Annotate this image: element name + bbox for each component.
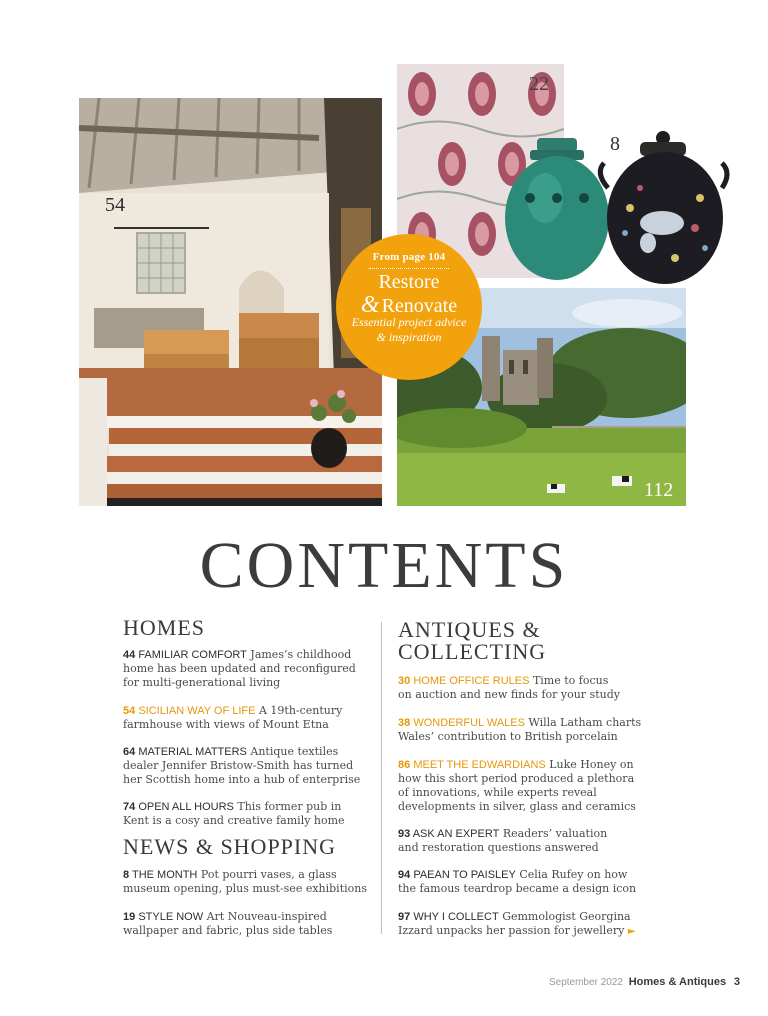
- entry-description-line: wallpaper and fabric, plus side tables: [123, 924, 333, 937]
- footer-date: September 2022: [548, 977, 623, 988]
- continue-arrow-icon: ►: [627, 926, 636, 937]
- entry-lead: [398, 911, 499, 923]
- entry-description-line: Willa Latham charts: [528, 716, 642, 729]
- contents-entry[interactable]: [123, 868, 367, 896]
- entry-page-number: 54: [123, 705, 136, 717]
- entry-page-number: 64: [123, 746, 136, 758]
- page-title: CONTENTS: [199, 529, 569, 602]
- entry-title: PAEAN TO PAISLEY: [413, 869, 516, 881]
- wallpaper-page-number: 22: [529, 73, 549, 95]
- entry-description-line: how this short period produced a plethora: [398, 772, 635, 785]
- entry-description-line: Pot pourri vases, a glass: [200, 868, 337, 881]
- entry-description-line: and restoration questions answered: [398, 841, 599, 854]
- entry-description-line: for multi-generational living: [123, 676, 281, 689]
- entry-page-number: 30: [398, 675, 411, 687]
- contents-entry[interactable]: [398, 827, 607, 855]
- homes-section-title: HOMES: [123, 615, 206, 640]
- entry-lead: [398, 717, 525, 729]
- badge-kicker: From page 104: [372, 251, 446, 263]
- entry-lead: [123, 911, 203, 923]
- entry-description-line: Kent is a cosy and creative family home: [123, 814, 345, 827]
- entry-title: FAMILIAR COMFORT: [138, 649, 247, 661]
- contents-entry[interactable]: [398, 868, 636, 896]
- entry-title: THE MONTH: [131, 869, 198, 881]
- entry-description-line: Celia Rufey on how: [519, 868, 628, 881]
- antiques-section-title-line1: ANTIQUES &: [398, 617, 541, 642]
- entry-page-number: 74: [123, 801, 136, 813]
- entry-page-number: 97: [398, 911, 411, 923]
- entry-page-number: 93: [398, 828, 411, 840]
- entry-description-line: the famous teardrop became a design icon: [398, 882, 637, 895]
- entry-lead: [123, 746, 247, 758]
- entry-lead: [123, 649, 247, 661]
- entry-description-line: dealer Jennifer Bristow-Smith has turned: [123, 759, 354, 772]
- vases-page-number: 8: [610, 133, 620, 155]
- entry-page-number: 94: [398, 869, 411, 881]
- entry-page-number: 8: [123, 869, 130, 881]
- entry-description-line: Izzard unpacks her passion for jewellery: [398, 924, 625, 937]
- entry-description-line: A 19th-century: [258, 704, 343, 717]
- entry-title: WHY I COLLECT: [413, 911, 499, 923]
- entry-title: WONDERFUL WALES: [413, 717, 525, 729]
- entry-title: STYLE NOW: [138, 911, 204, 923]
- entry-title: HOME OFFICE RULES: [413, 675, 530, 687]
- entry-title: ASK AN EXPERT: [412, 828, 500, 840]
- entry-lead: [123, 869, 197, 881]
- entry-description-line: home has been updated and reconfigured: [123, 662, 356, 675]
- entry-title: MATERIAL MATTERS: [138, 746, 247, 758]
- entry-description-line: Antique textiles: [250, 745, 339, 758]
- entry-description-line: Luke Honey on: [549, 758, 634, 771]
- entry-title: SICILIAN WAY OF LIFE: [138, 705, 256, 717]
- footer-page-number: 3: [733, 976, 740, 988]
- entry-description-line: James’s childhood: [250, 648, 352, 661]
- badge-title-line1: Restore: [378, 271, 440, 293]
- footer-magazine-name: Homes & Antiques: [628, 976, 727, 988]
- entry-page-number: 86: [398, 759, 411, 771]
- entry-description-line: Time to focus: [532, 674, 609, 687]
- castle-page-number: 112: [644, 479, 674, 501]
- contents-entry[interactable]: [123, 800, 345, 828]
- antiques-section-title-line2: COLLECTING: [398, 639, 547, 664]
- badge-ampersand: &: [360, 292, 380, 318]
- contents-entry[interactable]: [398, 674, 620, 702]
- entry-lead: [398, 869, 516, 881]
- entry-title: OPEN ALL HOURS: [138, 801, 234, 813]
- entry-description-line: of innovations, while experts reveal: [398, 786, 597, 799]
- entry-description-line: Art Nouveau-inspired: [206, 910, 327, 923]
- contents-entry[interactable]: [123, 910, 332, 938]
- entry-description-line: Gemmologist Georgina: [502, 910, 631, 923]
- entry-page-number: 19: [123, 911, 136, 923]
- contents-entry[interactable]: [123, 704, 342, 732]
- entry-description-line: Wales’ contribution to British porcelain: [398, 730, 618, 743]
- entry-title: MEET THE EDWARDIANS: [413, 759, 546, 771]
- entry-page-number: 44: [123, 649, 136, 661]
- badge-divider: [369, 268, 449, 269]
- column-divider: [381, 622, 382, 934]
- entry-description-line: developments in silver, glass and ceramics: [398, 800, 636, 813]
- entry-lead: [398, 675, 529, 687]
- entry-lead: [398, 759, 546, 771]
- contents-entry[interactable]: [398, 758, 636, 814]
- badge-subtitle-line2: & inspiration: [376, 330, 442, 344]
- contents-entry[interactable]: [123, 745, 360, 787]
- entry-lead: [123, 801, 234, 813]
- contents-entry[interactable]: [398, 910, 636, 939]
- entry-description-line: on auction and new finds for your study: [398, 688, 620, 701]
- page-footer: [549, 976, 740, 988]
- news-section-title: NEWS & SHOPPING: [123, 834, 337, 859]
- entry-description-line: Readers’ valuation: [502, 827, 608, 840]
- restore-renovate-badge[interactable]: [336, 234, 482, 380]
- entry-page-number: 38: [398, 717, 411, 729]
- entry-description-line: farmhouse with views of Mount Etna: [123, 718, 329, 731]
- contents-entry[interactable]: [123, 648, 356, 690]
- entry-description-line: her Scottish home into a hub of enterprise: [123, 773, 361, 786]
- entry-description-line: museum opening, plus must-see exhibitions: [123, 882, 367, 895]
- entry-description-line: This former pub in: [237, 800, 342, 813]
- entry-lead: [398, 828, 499, 840]
- contents-entry[interactable]: [398, 716, 641, 744]
- badge-subtitle-line1: Essential project advice: [351, 315, 467, 329]
- badge-title-renovate: Renovate: [381, 295, 458, 317]
- entry-lead: [123, 705, 255, 717]
- farmhouse-page-number: 54: [105, 194, 125, 216]
